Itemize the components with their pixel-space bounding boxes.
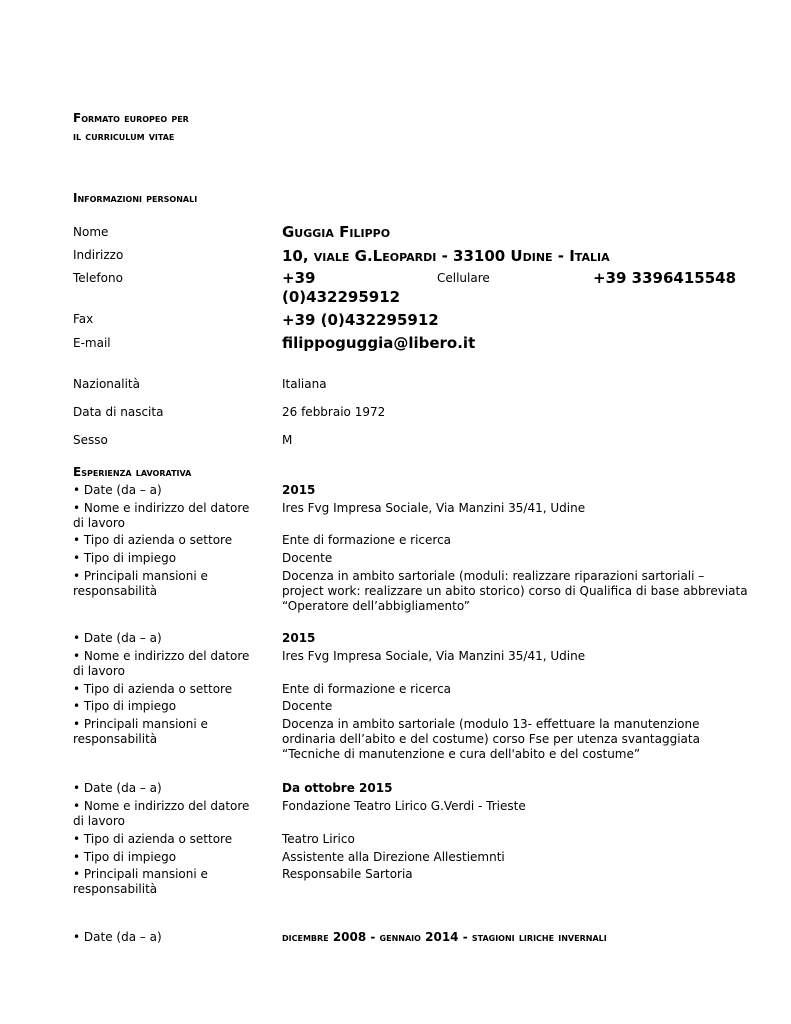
entry1-impiego-label: • Tipo di impiego <box>73 550 176 566</box>
entry1-datore-value: Ires Fvg Impresa Sociale, Via Manzini 35/41, Udine <box>282 501 586 515</box>
entry4-date-label: • Date (da – a) <box>73 929 162 945</box>
nazionalita-label: Nazionalità <box>73 377 140 391</box>
entry1-datore-label-1: • Nome e indirizzo del datore <box>73 500 249 516</box>
sesso-label: Sesso <box>73 433 108 447</box>
entry3-impiego-value: Assistente alla Direzione Allestiemnti <box>282 850 505 864</box>
fax-label: Fax <box>73 312 94 326</box>
cv-title-line1: Formato europeo per <box>73 111 189 125</box>
indirizzo-label: Indirizzo <box>73 248 124 262</box>
entry3-settore-label: • Tipo di azienda o settore <box>73 831 232 847</box>
entry3-datore-label-2: di lavoro <box>73 814 125 828</box>
entry3-impiego-label: • Tipo di impiego <box>73 849 176 865</box>
indirizzo-value: 10, viale G.Leopardi - 33100 Udine - Italia <box>282 247 610 265</box>
entry3-settore-value: Teatro Lirico <box>282 832 355 846</box>
entry1-mansioni-label-2: responsabilità <box>73 584 158 598</box>
nome-label: Nome <box>73 225 109 239</box>
entry2-datore-value: Ires Fvg Impresa Sociale, Via Manzini 35/41, Udine <box>282 649 586 663</box>
entry3-date-label: • Date (da – a) <box>73 780 162 796</box>
entry2-settore-value: Ente di formazione e ricerca <box>282 682 452 696</box>
entry1-datore-label-2: di lavoro <box>73 516 125 530</box>
entry2-datore-label-1: • Nome e indirizzo del datore <box>73 648 249 664</box>
entry2-mansioni-line1: Docenza in ambito sartoriale (modulo 13- effettuare la manutenzione <box>282 717 700 731</box>
entry3-datore-value: Fondazione Teatro Lirico G.Verdi - Trieste <box>282 799 526 813</box>
entry2-impiego-label: • Tipo di impiego <box>73 698 176 714</box>
experience-heading: Esperienza lavorativa <box>73 465 192 479</box>
nascita-label: Data di nascita <box>73 405 164 419</box>
entry1-date-label: • Date (da – a) <box>73 482 162 498</box>
entry1-mansioni-line1: Docenza in ambito sartoriale (moduli: realizzare riparazioni sartoriali – <box>282 569 705 583</box>
entry1-settore-label: • Tipo di azienda o settore <box>73 532 232 548</box>
entry2-mansioni-line3: “Tecniche di manutenzione e cura dell'abito e del costume” <box>282 747 641 761</box>
entry2-datore-label-2: di lavoro <box>73 664 125 678</box>
cv-title-line2: il curriculum vitae <box>73 129 175 143</box>
nome-value: Guggia Filippo <box>282 223 391 241</box>
fax-value: +39 (0)432295912 <box>282 311 439 329</box>
entry1-date-value: 2015 <box>282 483 316 497</box>
nazionalita-value: Italiana <box>282 377 327 391</box>
personal-info-heading: Informazioni personali <box>73 191 198 205</box>
cellulare-value: +39 3396415548 <box>593 269 737 287</box>
entry2-settore-label: • Tipo di azienda o settore <box>73 681 232 697</box>
entry2-date-value: 2015 <box>282 631 316 645</box>
entry2-date-label: • Date (da – a) <box>73 630 162 646</box>
nascita-value: 26 febbraio 1972 <box>282 405 386 419</box>
entry3-mansioni-line1: Responsabile Sartoria <box>282 867 413 881</box>
telefono-value-line2: (0)432295912 <box>282 288 401 306</box>
entry1-mansioni-line3: “Operatore dell’abbigliamento” <box>282 599 470 613</box>
entry1-mansioni-label-1: • Principali mansioni e <box>73 568 208 584</box>
telefono-value-line1: +39 <box>282 269 316 287</box>
entry3-mansioni-label-1: • Principali mansioni e <box>73 866 208 882</box>
entry1-mansioni-line2: project work: realizzare un abito storico) corso di Qualifica di base abbreviata <box>282 584 748 598</box>
cellulare-label: Cellulare <box>437 271 490 285</box>
entry2-mansioni-label-2: responsabilità <box>73 732 158 746</box>
entry2-impiego-value: Docente <box>282 699 333 713</box>
entry2-mansioni-line2: ordinaria dell’abito e del costume) corso Fse per utenza svantaggiata <box>282 732 700 746</box>
sesso-value: M <box>282 433 293 447</box>
entry2-mansioni-label-1: • Principali mansioni e <box>73 716 208 732</box>
email-label: E-mail <box>73 336 111 350</box>
telefono-label: Telefono <box>73 271 123 285</box>
entry1-settore-value: Ente di formazione e ricerca <box>282 533 452 547</box>
entry4-date-value: dicembre 2008 - gennaio 2014 - stagioni liriche invernali <box>282 930 607 944</box>
entry3-mansioni-label-2: responsabilità <box>73 882 158 896</box>
entry1-impiego-value: Docente <box>282 551 333 565</box>
entry3-datore-label-1: • Nome e indirizzo del datore <box>73 798 249 814</box>
entry3-date-value: Da ottobre 2015 <box>282 781 393 795</box>
email-value: filippoguggia@libero.it <box>282 334 476 352</box>
